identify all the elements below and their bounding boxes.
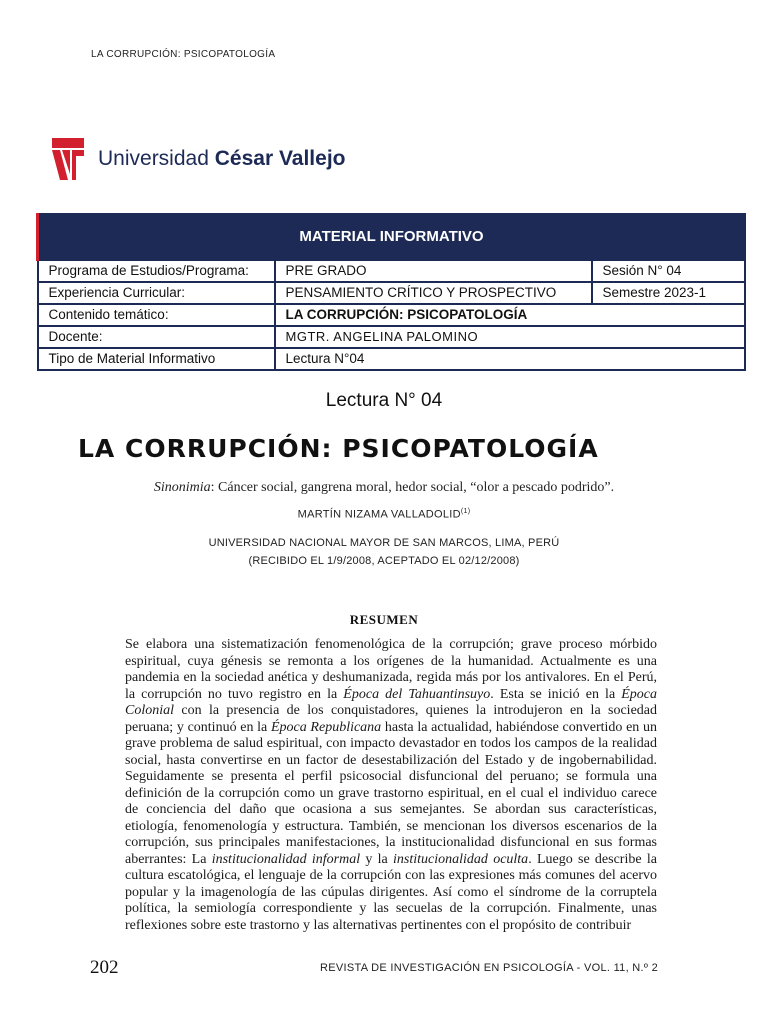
table-cell: PENSAMIENTO CRÍTICO Y PROSPECTIVO [275,282,592,304]
table-row [38,326,746,348]
university-name-bold: César Vallejo [214,147,346,170]
received-dates: (RECIBIDO EL 1/9/2008, ACEPTADO EL 02/12/2008) [248,555,520,567]
author-note: (1) [460,508,471,515]
running-head: LA CORRUPCIÓN: PSICOPATOLOGÍA [91,49,276,60]
table-cell: MGTR. ANGELINA PALOMINO [275,326,746,348]
abstract-text [125,637,657,934]
university-name-regular: Universidad [98,147,209,170]
table-cell: Docente: [38,326,275,348]
abstract-heading: RESUMEN [349,612,419,627]
table-cell: Sesión N° 04 [592,260,746,282]
table-cell: Contenido temático: [38,304,275,326]
table-cell: PRE GRADO [275,260,592,282]
abstract-segment: . Luego se describe la cultura escatológica, el lenguaje de la corrupción con las expresiones más comunes del acervo popular y la imagenología de las cúpulas dirigentes. Así como el síndrome de la corruptela política, la semiología correspondiente y las secuelas de la corrupción. Finalmente, unas reflexiones sobre este trastorno y las alternativas pertinentes con el propósito de contribuir [125,851,657,933]
table-header-row [38,214,746,260]
lectura-label: Lectura N° 04 [325,390,443,411]
table-cell: Semestre 2023-1 [592,282,746,304]
journal-footer: REVISTA DE INVESTIGACIÓN EN PSICOLOGÍA - VOL. 11, N.º 2 [320,962,658,974]
university-shield-icon [50,136,86,182]
table-header: MATERIAL INFORMATIVO [38,214,746,260]
table-row [38,260,746,282]
abstract-segment: con la presencia de los conquistadores, quienes la introdujeron en la sociedad peruana; y continuó en la [125,703,657,735]
abstract-italic-segment: Época Colonial [125,686,658,718]
table-cell: LA CORRUPCIÓN: PSICOPATOLOGÍA [275,304,746,326]
info-table [36,213,746,371]
table-cell: Programa de Estudios/Programa: [38,260,275,282]
table-row [38,282,746,304]
table-cell: Experiencia Curricular: [38,282,275,304]
article-title: LA CORRUPCIÓN: PSICOPATOLOGÍA [78,434,599,463]
synonyms-text: : Cáncer social, gangrena moral, hedor social, “olor a pescado podrido”. [210,480,615,495]
abstract-italic-segment: Época del Tahuantinsuyo [343,686,491,702]
synonyms-line [0,480,768,496]
abstract-italic-segment: institucionalidad informal [211,851,361,867]
abstract-segment: y la [360,851,394,867]
university-name [98,147,345,171]
author-name: MARTÍN NIZAMA VALLADOLID [297,508,461,521]
page-number: 202 [90,957,119,978]
abstract-italic-segment: institucionalidad oculta [393,851,529,867]
table-cell: Tipo de Material Informativo [38,348,275,370]
abstract-segment: Se elabora una sistematización fenomenológica de la corrupción; grave proceso mórbido espiritual, cuya génesis se remonta a los orígenes de la humanidad. Actualmente es una pandemia en la sociedad anética y deshumanizada, regida más por los antivalores. En el Perú, la corrupción no tuvo registro en la [125,637,657,702]
table-cell: Lectura N°04 [275,348,746,370]
university-logo [50,136,345,182]
table-row [38,304,746,326]
affiliation: UNIVERSIDAD NACIONAL MAYOR DE SAN MARCOS, LIMA, PERÚ [208,537,560,549]
author-line [0,508,768,521]
abstract-segment: hasta la actualidad, habiéndose convertido en un grave problema de salud espiritual, con impacto devastador en todos los campos de la realidad social, hasta convertirse en un factor de desestabilización del Estado y de ingobernabilidad. Seguidamente se presenta el perfil psicosocial disfuncional del peruano; se formula una definición de la corrupción como un grave trastorno espiritual, en el cual el individuo carece de conciencia del daño que ocasiona a sus semejantes. Se abordan sus características, etiología, fenomenología y estructura. También, se mencionan los diversos escenarios de la corrupción, sus principales manifestaciones, la institucionalidad disfuncional en sus formas aberrantes: La [125,719,657,867]
abstract-segment: . Esta se inició en la [490,686,622,702]
table-row [38,348,746,370]
synonyms-label: Sinonimia [153,480,211,495]
abstract-italic-segment: Época Republicana [270,719,382,735]
